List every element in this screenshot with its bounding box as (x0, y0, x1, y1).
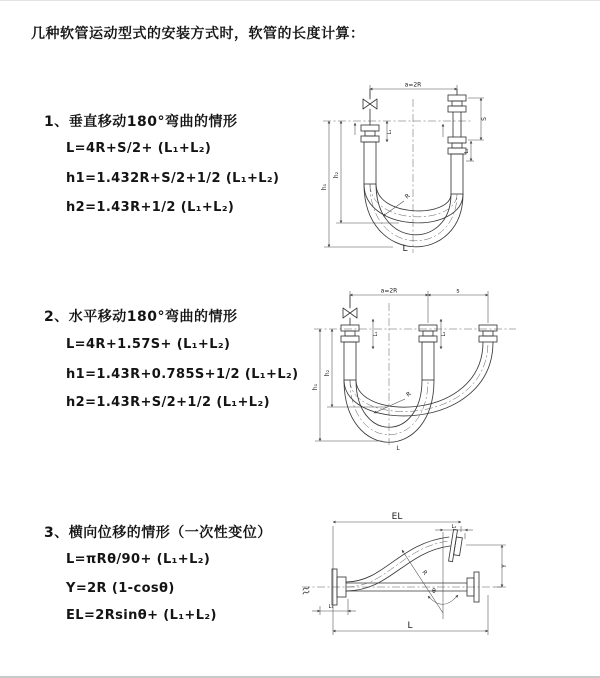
formula-3-el: EL=2Rsinθ+ (L₁+L₂) (66, 608, 217, 623)
dim-label-stroke: S (481, 117, 488, 121)
dim-label-l1: L₁ (328, 604, 334, 610)
formula-3-length: L=πRθ/90+ (L₁+L₂) (66, 552, 211, 567)
page-title: 几种软管运动型式的安装方式时，软管的长度计算： (31, 26, 365, 42)
formula-2-h1: h1=1.43R+0.785S+1/2 (L₁+L₂) (66, 367, 299, 382)
dim-label-h2: h₂ (333, 171, 340, 179)
dim-label-radius: R (403, 192, 412, 201)
formula-2-h2: h2=1.43R+S/2+1/2 (L₁+L₂) (66, 395, 270, 410)
dim-label-length: L (407, 621, 413, 631)
dim-ext-top (350, 291, 488, 323)
dim-label-l2: L₂ (451, 524, 457, 530)
dim-label-length: L (396, 445, 400, 452)
formula-1-h2: h2=1.43R+1/2 (L₁+L₂) (66, 200, 235, 215)
dim-label-h2: h₂ (324, 369, 331, 377)
dim-label-span: a=2R (404, 81, 422, 89)
dim-label-h1: h₁ (312, 383, 319, 391)
dim-label-radius: R (420, 569, 429, 577)
displaced-flange (449, 529, 464, 562)
section-1-heading: 1、垂直移动180°弯曲的情形 (44, 114, 238, 130)
dim-label-theta: θ (432, 588, 436, 595)
valve-icon (343, 295, 357, 325)
radius-leader (402, 550, 443, 613)
dim-label-h1: h₁ (321, 183, 328, 191)
middle-braid-section (422, 342, 434, 380)
dim-label-l1: L₁ (387, 129, 393, 135)
dim-label-stroke: s (456, 287, 460, 295)
diagram-vertical-bend (315, 77, 520, 255)
valve-icon (363, 89, 377, 125)
left-braid-section (344, 342, 356, 380)
diagram-horizontal-bend (310, 283, 522, 455)
hose-arcs (364, 184, 463, 247)
dim-label-l2: L₂ (441, 331, 447, 337)
left-braid-section (364, 142, 376, 184)
dim-label-l2: L₂ (464, 148, 470, 154)
hose-centerline-2 (370, 184, 457, 241)
dim-label-el: EL (391, 512, 403, 522)
formula-3-y: Y=2R (1-cosθ) (66, 581, 175, 596)
hose-centerline-1 (370, 184, 457, 217)
formula-1-length: L=4R+S/2+ (L₁+L₂) (66, 141, 212, 156)
break-symbol (303, 587, 309, 594)
left-flange (341, 325, 359, 342)
middle-flange (419, 325, 437, 342)
dim-label-span: a=2R (380, 287, 398, 295)
diagram-lateral-displacement (298, 499, 513, 644)
dim-ext-y (466, 545, 506, 587)
right-flange-upper (448, 89, 466, 137)
dim-label-y: Y (501, 564, 508, 568)
left-flange (361, 125, 379, 142)
moved-flange (479, 325, 497, 342)
section-2-heading: 2、水平移动180°弯曲的情形 (44, 309, 238, 325)
right-braid-section (451, 154, 463, 194)
dim-label-radius: R (405, 390, 413, 399)
radius-leader (374, 399, 405, 413)
hose-arcs (344, 342, 493, 442)
dim-label-length: L (402, 244, 408, 254)
section-3-heading: 3、横向位移的情形（一次性变位） (44, 525, 272, 541)
formula-1-h1: h1=1.432R+S/2+1/2 (L₁+L₂) (66, 171, 280, 186)
dim-label-l1: L₁ (373, 331, 379, 337)
formula-2-length: L=4R+1.57S+ (L₁+L₂) (66, 337, 231, 352)
dim-ext-l1 (320, 599, 348, 615)
